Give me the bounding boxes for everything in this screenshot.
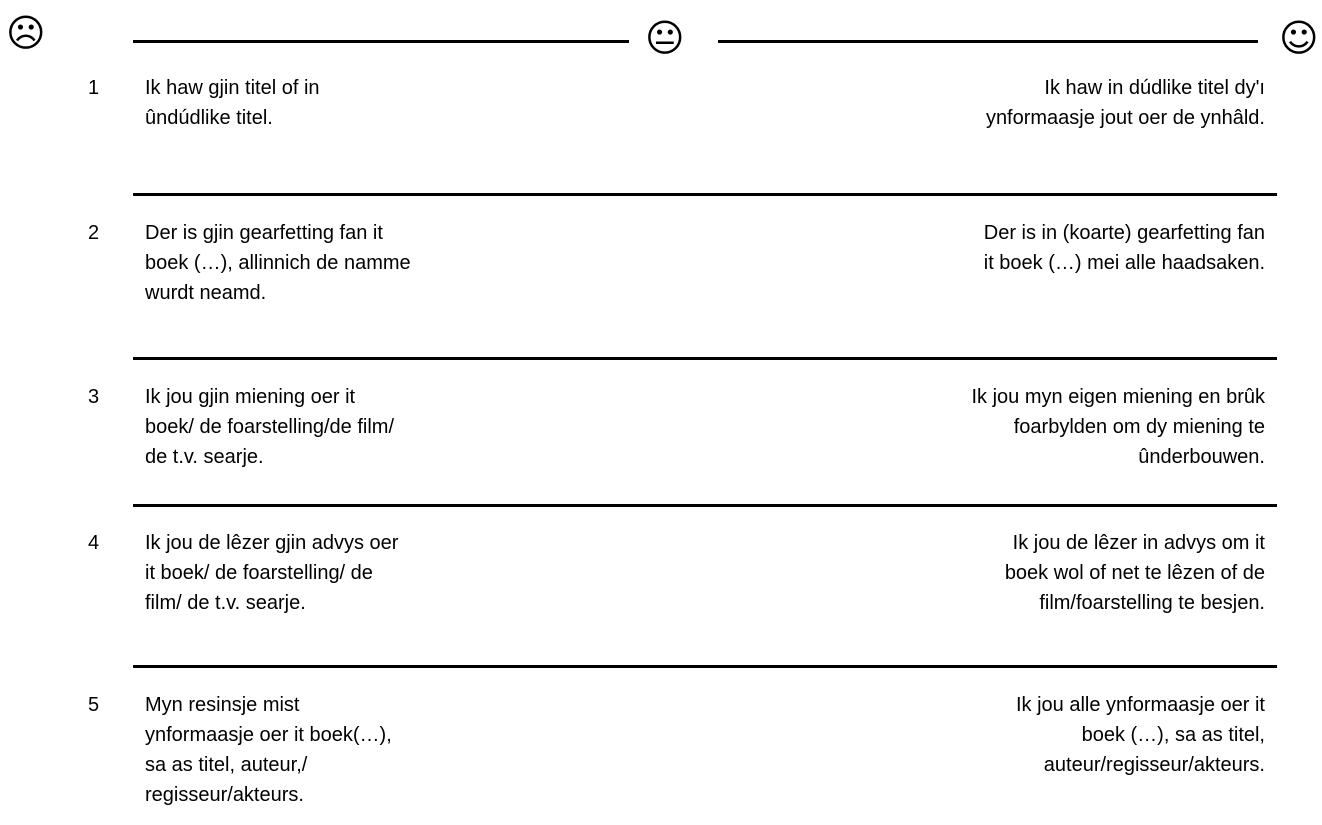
low-score-description: Ik jou de lêzer gjin advys oer it boek/ de foarstelling/ de film/ de t.v. searje.: [145, 532, 399, 614]
high-score-description: Ik jou myn eigen miening en brûk foarbylden om dy miening te ûnderbouwen.: [971, 386, 1265, 468]
low-score-description: Myn resinsje mist ynformaasje oer it boek(…), sa as titel, auteur,/ regisseur/akteurs.: [145, 694, 392, 806]
high-score-description: Ik jou alle ynformaasje oer it boek (…), sa as titel, auteur/regisseur/akteurs.: [1015, 694, 1265, 776]
low-score-description: Ik haw gjin titel of in ûndúdlike titel.: [145, 77, 320, 129]
row-number: 3: [88, 386, 100, 408]
high-score-description: Ik jou de lêzer in advys om it boek wol of net te lêzen of de film/foarstelling te besjen.: [1004, 532, 1265, 614]
row-divider: [133, 665, 1277, 668]
happy-face-icon: ☺: [1279, 16, 1319, 60]
high-score-description: Ik haw in dúdlike titel dy'ı ynformaasje jout oer de ynhâld.: [985, 77, 1265, 129]
scale-line-right: [718, 40, 1258, 43]
low-score-description: Ik jou gjin miening oer it boek/ de foarstelling/de film/ de t.v. searje.: [145, 386, 395, 468]
sad-face-icon: ☹: [6, 11, 46, 55]
neutral-face-icon: 😐: [645, 16, 685, 60]
row-divider: [133, 504, 1277, 507]
row-number: 4: [88, 532, 100, 554]
row-number: 1: [88, 77, 100, 99]
scale-line-left: [133, 40, 629, 43]
row-number: 2: [88, 222, 100, 244]
row-divider: [133, 193, 1277, 196]
low-score-description: Der is gjin gearfetting fan it boek (…), allinnich de namme wurdt neamd.: [145, 222, 411, 304]
high-score-description: Der is in (koarte) gearfetting fan it boek (…) mei alle haadsaken.: [983, 222, 1265, 274]
row-number: 5: [88, 694, 100, 716]
row-divider: [133, 357, 1277, 360]
